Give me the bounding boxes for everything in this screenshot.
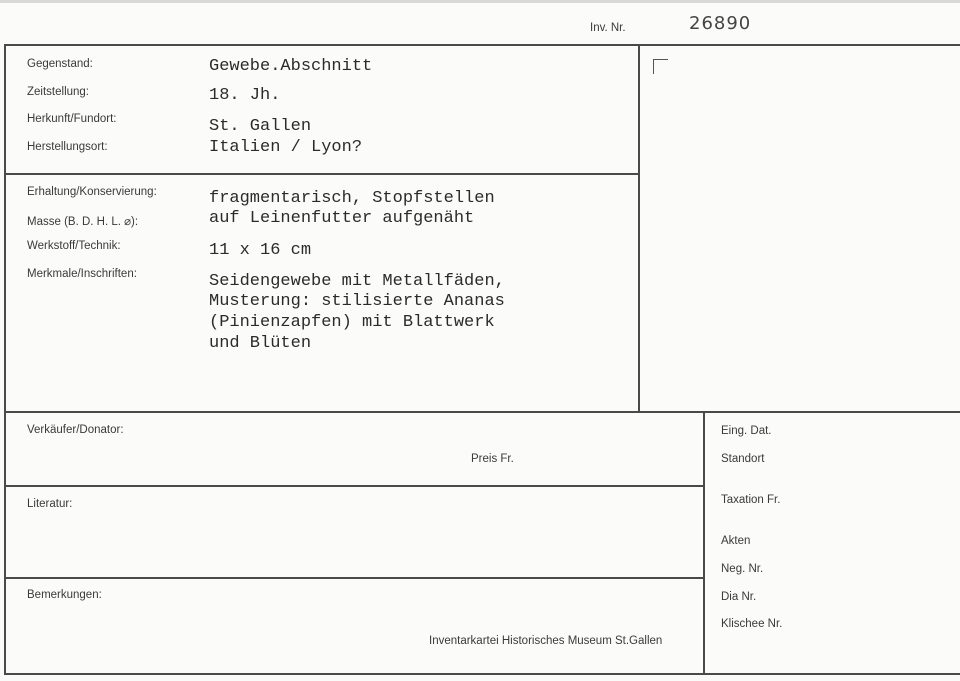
standort-label: Standort [721, 453, 765, 465]
taxation-label: Taxation Fr. [721, 494, 781, 506]
gegenstand-label: Gegenstand: [27, 58, 93, 70]
upper-right-divider [638, 44, 640, 412]
section1-divider [4, 173, 638, 175]
herkunft-label: Herkunft/Fundort: [27, 113, 117, 125]
erhaltung-label: Erhaltung/Konservierung: [27, 186, 157, 198]
neg-nr-label: Neg. Nr. [721, 563, 764, 575]
literatur-label: Literatur: [27, 498, 73, 510]
merkmale-label: Merkmale/Inschriften: [27, 268, 137, 280]
preis-label: Preis Fr. [471, 453, 514, 465]
herkunft-value: St. Gallen [209, 117, 312, 136]
herstellungsort-value: Italien / Lyon? [209, 138, 363, 157]
erhaltung-value-line2: auf Leinenfutter aufgenäht [209, 209, 475, 228]
inv-nr-value: 26890 [689, 13, 752, 34]
verkaeufer-divider [4, 485, 703, 487]
erhaltung-value-line1: fragmentarisch, Stopfstellen [209, 189, 495, 208]
verkaeufer-label: Verkäufer/Donator: [27, 424, 124, 436]
inv-nr-label: Inv. Nr. [590, 22, 626, 34]
merkmale-value-line1: Seidengewebe mit Metallfäden, [209, 272, 505, 291]
werkstoff-value: 11 x 16 cm [209, 241, 312, 260]
gegenstand-value: Gewebe.Abschnitt [209, 57, 373, 76]
literatur-divider [4, 577, 703, 579]
bottom-border [4, 673, 960, 675]
herstellungsort-label: Herstellungsort: [27, 141, 108, 153]
zeitstellung-label: Zeitstellung: [27, 86, 90, 98]
footer-text: Inventarkartei Historisches Museum St.Gallen [429, 635, 663, 647]
dia-nr-label: Dia Nr. [721, 591, 757, 603]
masse-label: Masse (B. D. H. L. ⌀): [27, 216, 139, 228]
corner-mark-icon [653, 59, 668, 74]
eing-dat-label: Eing. Dat. [721, 425, 772, 437]
middle-divider [4, 411, 960, 413]
merkmale-value-line2: Musterung: stilisierte Ananas [209, 292, 505, 311]
left-border [4, 44, 6, 674]
klischee-nr-label: Klischee Nr. [721, 618, 783, 630]
merkmale-value-line4: und Blüten [209, 334, 312, 353]
zeitstellung-value: 18. Jh. [209, 86, 281, 105]
header-divider [4, 44, 960, 46]
merkmale-value-line3: (Pinienzapfen) mit Blattwerk [209, 313, 495, 332]
card-top-edge [0, 0, 960, 3]
werkstoff-label: Werkstoff/Technik: [27, 240, 121, 252]
bemerkungen-label: Bemerkungen: [27, 589, 102, 601]
akten-label: Akten [721, 535, 751, 547]
lower-right-divider [703, 411, 705, 673]
